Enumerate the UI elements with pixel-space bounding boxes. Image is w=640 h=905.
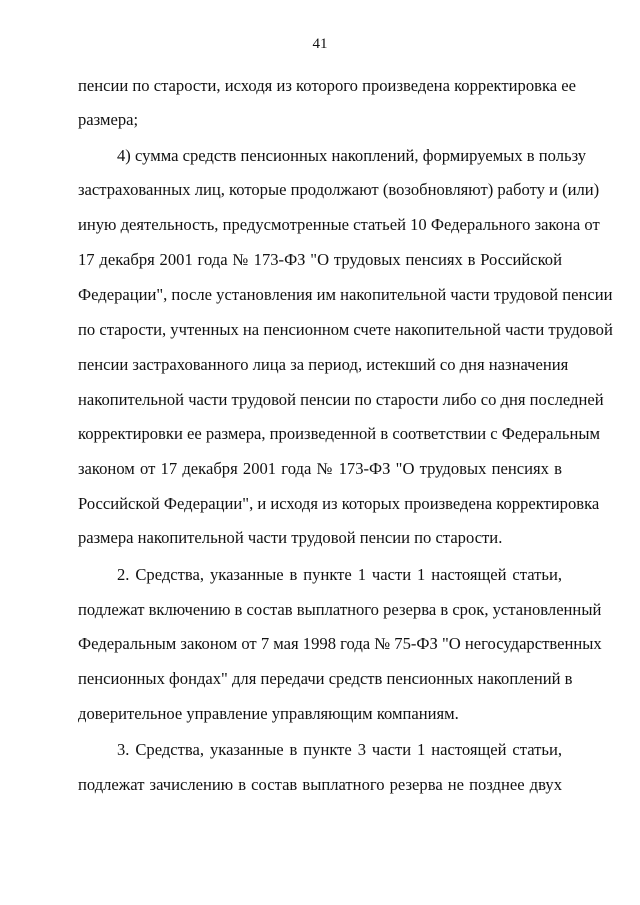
text-line: Федерации", после установления им накопительной части трудовой пенсии [78,285,613,304]
text-line: подлежат включению в состав выплатного резерва в срок, установленный [78,600,602,619]
text-line: размера накопительной части трудовой пенсии по старости. [78,528,503,547]
text-line: застрахованных лиц, которые продолжают (возобновляют) работу и (или) [78,180,600,199]
text-line: корректировки ее размера, произведенной в соответствии с Федеральным [78,424,600,443]
text-line: подлежат зачислению в состав выплатного резерва не позднее двух [78,775,562,794]
page-number: 41 [312,36,328,52]
text-line: накопительной части трудовой пенсии по старости либо со дня последней [78,390,604,409]
text-line: по старости, учтенных на пенсионном счете накопительной части трудовой [78,320,613,339]
text-line: пенсии застрахованного лица за период, истекший со дня назначения [78,355,569,374]
text-line: размера; [78,110,139,129]
text-line: пенсионных фондах" для передачи средств пенсионных накоплений в [78,669,573,688]
text-line: пенсии по старости, исходя из которого произведена корректировка ее [78,76,577,95]
text-line: иную деятельность, предусмотренные статьей 10 Федерального закона от [78,215,600,234]
text-line: Федеральным законом от 7 мая 1998 года № 75-ФЗ "О негосударственных [78,634,602,653]
text-line: доверительное управление управляющим компаниям. [78,704,459,723]
text-line: законом от 17 декабря 2001 года № 173-ФЗ "О трудовых пенсиях в [78,459,562,478]
text-line: 2. Средства, указанные в пункте 1 части 1 настоящей статьи, [117,565,562,584]
text-line: 3. Средства, указанные в пункте 3 части 1 настоящей статьи, [117,740,562,759]
text-line: Российской Федерации", и исходя из которых произведена корректировка [78,494,600,513]
text-line: 4) сумма средств пенсионных накоплений, формируемых в пользу [117,146,587,165]
text-line: 17 декабря 2001 года № 173-ФЗ "О трудовых пенсиях в Российской [78,250,562,269]
